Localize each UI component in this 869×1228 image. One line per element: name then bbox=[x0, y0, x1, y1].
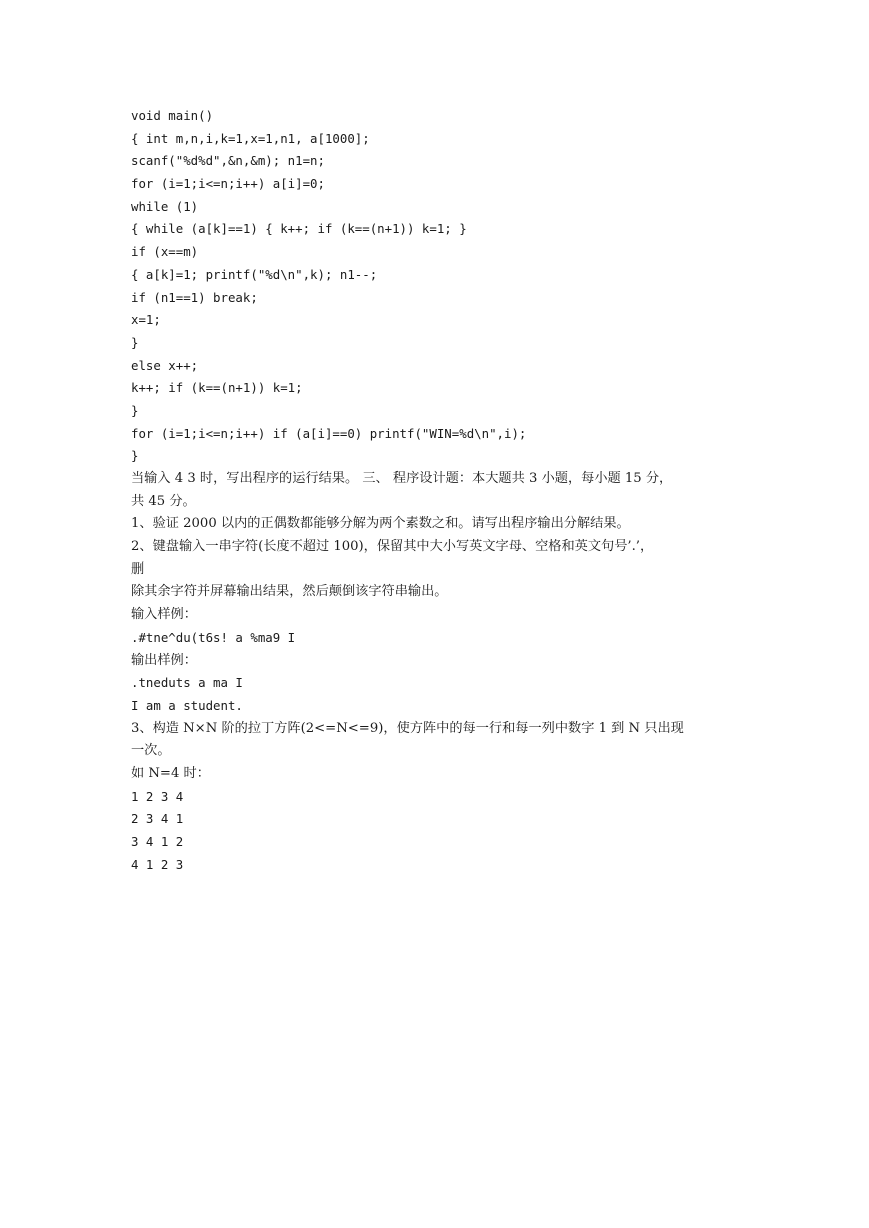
output-sample-value: .tneduts a ma I bbox=[131, 675, 243, 691]
matrix-row: 2 3 4 1 bbox=[131, 811, 184, 827]
code-line: if (x==m) bbox=[131, 244, 199, 260]
problem-2-line: 除其余字符并屏幕输出结果，然后颠倒该字符串输出。 bbox=[131, 584, 448, 600]
code-line: if (n1==1) break; bbox=[131, 289, 258, 305]
code-line: void main() bbox=[131, 108, 214, 123]
problem-2-line: 删 bbox=[131, 561, 145, 577]
code-line: { int m,n,i,k=1,x=1,n1, a[1000]; bbox=[131, 130, 370, 146]
code-line: { a[k]=1; printf("%d\n",k); n1--; bbox=[131, 266, 378, 282]
problem-1-line: 1、验证 2000 以内的正偶数都能够分解为两个素数之和。请写出程序输出分解结果。 bbox=[131, 516, 630, 532]
output-sample-heading: 输出样例： bbox=[131, 652, 197, 668]
code-line: } bbox=[131, 402, 139, 418]
problem-3-line: 一次。 bbox=[131, 743, 171, 759]
code-line: for (i=1;i<=n;i++) if (a[i]==0) printf("WIN=%d\n",i); bbox=[131, 425, 527, 441]
input-sample-heading: 输入样例： bbox=[131, 607, 197, 623]
code-line: k++; if (k==(n+1)) k=1; bbox=[131, 380, 303, 396]
document-page bbox=[131, 105, 741, 876]
code-line: } bbox=[131, 448, 139, 464]
code-line: { while (a[k]==1) { k++; if (k==(n+1)) k=1; } bbox=[131, 221, 467, 237]
matrix-row: 3 4 1 2 bbox=[131, 834, 184, 849]
code-line: for (i=1;i<=n;i++) a[i]=0; bbox=[131, 176, 325, 192]
example-heading: 如 N=4 时： bbox=[131, 765, 210, 781]
code-line: while (1) bbox=[131, 198, 199, 214]
code-line: } bbox=[131, 334, 139, 350]
question-text-line: 当输入 4 3 时，写出程序的运行结果。 三、 程序设计题：本大题共 3 小题，每小题 15 分， bbox=[131, 471, 673, 486]
matrix-row: 1 2 3 4 bbox=[131, 788, 184, 804]
code-line: scanf("%d%d",&n,&m); n1=n; bbox=[131, 153, 325, 169]
input-sample-value: .#tne^du(t6s! a %ma9 I bbox=[131, 629, 296, 645]
question-text-line: 共 45 分。 bbox=[131, 493, 196, 509]
output-sample-value: I am a student. bbox=[131, 697, 243, 713]
problem-3-line: 3、构造 N×N 阶的拉丁方阵(2<=N<=9)，使方阵中的每一行和每一列中数字 1 到 N 只出现 bbox=[131, 720, 684, 736]
code-line: else x++; bbox=[131, 357, 199, 373]
problem-2-line: 2、键盘输入一串字符(长度不超过 100)，保留其中大小写英文字母、空格和英文句号’.’， bbox=[131, 539, 654, 555]
code-line: x=1; bbox=[131, 312, 161, 328]
matrix-row: 4 1 2 3 bbox=[131, 856, 184, 872]
